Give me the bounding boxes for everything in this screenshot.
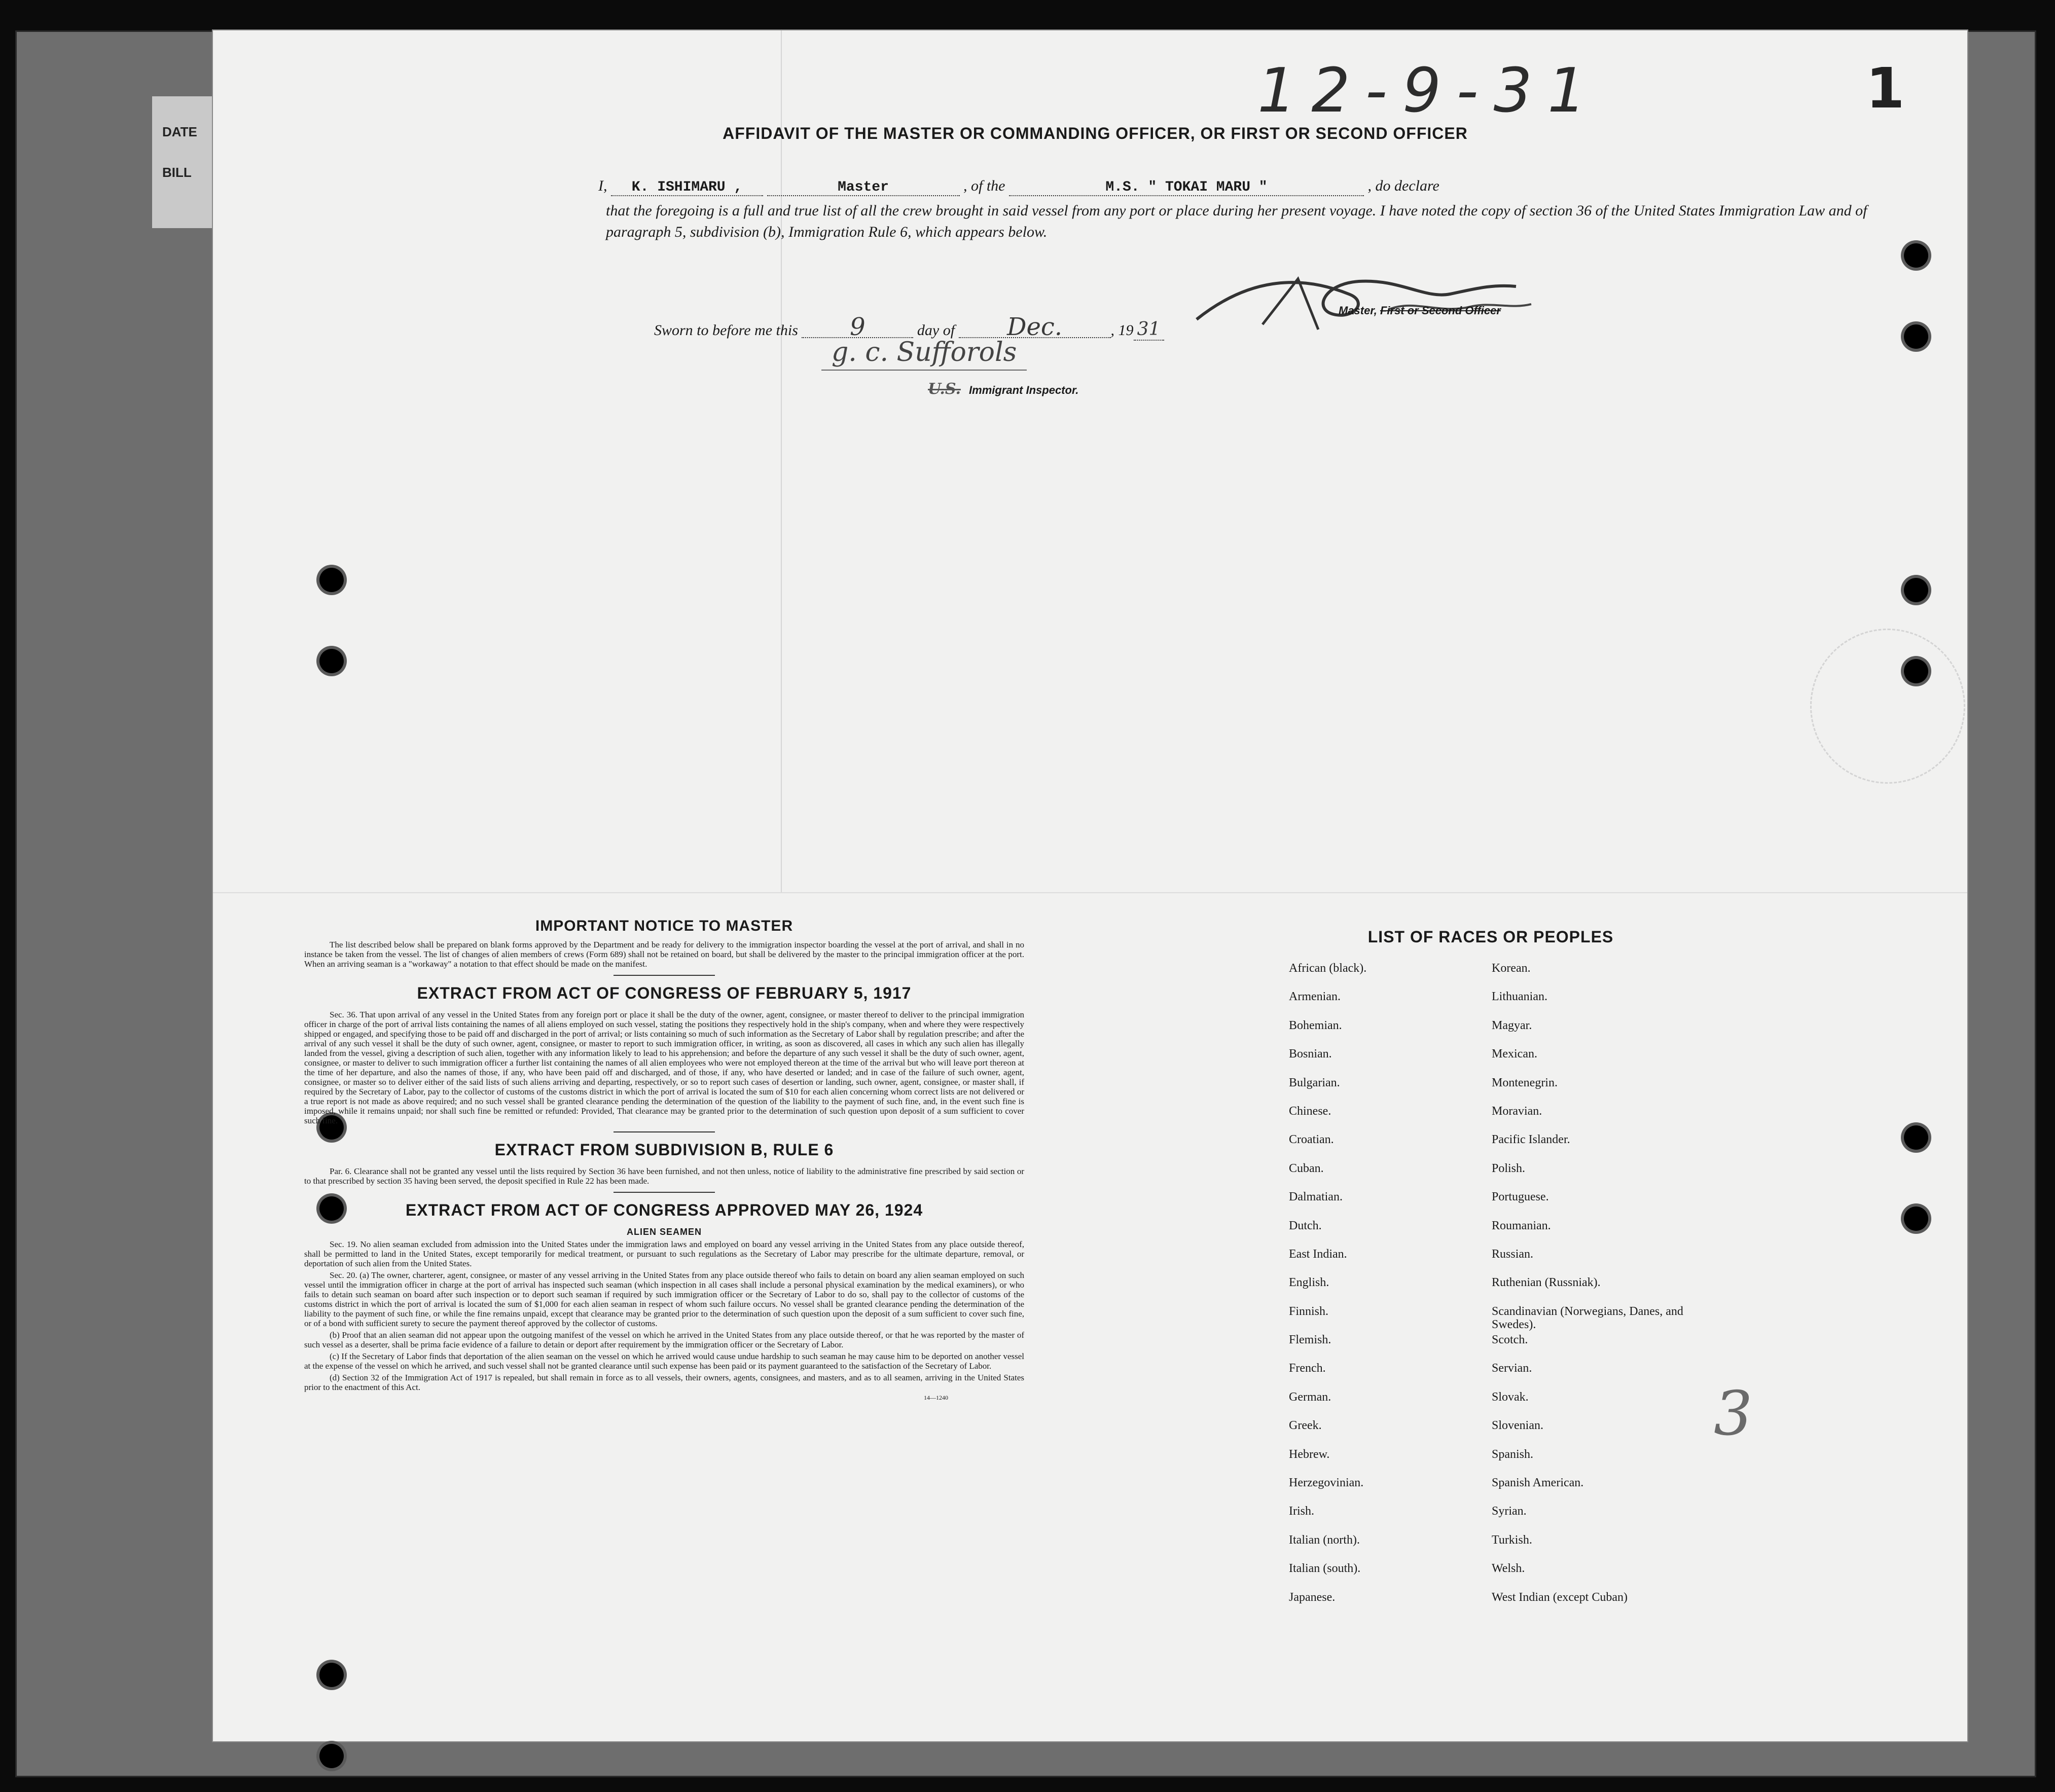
back-tab-label-bill: BILL bbox=[162, 165, 192, 180]
officer-name-field: K. ISHIMARU , bbox=[611, 179, 763, 196]
race-item: English. bbox=[1289, 1276, 1329, 1290]
pronoun: I, bbox=[598, 177, 607, 194]
extract-rule6-title: EXTRACT FROM SUBDIVISION B, RULE 6 bbox=[494, 1141, 834, 1159]
notice-title: IMPORTANT NOTICE TO MASTER bbox=[535, 918, 794, 934]
punch-hole bbox=[1904, 324, 1928, 349]
year-prefix: , 19 bbox=[1110, 322, 1134, 339]
affidavit-title: AFFIDAVIT OF THE MASTER OR COMMANDING OFFICER, OR FIRST OR SECOND OFFICER bbox=[723, 124, 1468, 142]
punch-hole bbox=[1904, 1206, 1928, 1231]
do-declare-label: , do declare bbox=[1367, 177, 1439, 194]
of-the-label: , of the bbox=[963, 177, 1005, 194]
sworn-day: 9 bbox=[802, 317, 913, 338]
race-item: Montenegrin. bbox=[1492, 1076, 1558, 1089]
extract-rule6-text: Par. 6. Clearance shall not be granted any vessel until the lists required by Section 36 have been furnished, and not then unless, notice of liability to the administrative fine prescribed by said section or to that prescribed by section 35 having been served, the deposit specified in Rule 22 has been made. bbox=[304, 1166, 1024, 1186]
signature-role-prefix: Master, bbox=[1339, 304, 1377, 317]
pencil-mark: 3 bbox=[1714, 1379, 1753, 1449]
race-item: Bosnian. bbox=[1289, 1047, 1332, 1061]
section-rule bbox=[614, 1131, 715, 1132]
races-grid bbox=[1283, 962, 1699, 1619]
race-item: Moravian. bbox=[1492, 1104, 1542, 1118]
extract-1917-text: Sec. 36. That upon arrival of any vessel in the United States from any foreign port or place it shall be the duty of the owner, agent, consignee, or master thereof to deliver to the principal immigration officer in charge of the port of arrival lists containing the names of all aliens employed on such vessel, stating the positions they respectively hold in the ship's company, when and where they were respectively shipped or engaged, and specifying those to be paid off and discharged in the port of arrival; or lists containing so much of such information as the Secretary of Labor shall by regulation prescribe; and after the arrival of any such vessel it shall be the duty of such owner, agent, consignee, or master to report to such immigration officer, in writing, as soon as discovered, all cases in which any such alien has illegally landed from the vessel, giving a description of such alien, together with any information likely to lead to his apprehension; and before the departure of any such vessel it shall be the duty of such owner, agent, consignee, or master to deliver to such immigration officer a further list containing the names of all alien employees who were not employed thereon at the time of the arrival but who will leave port thereon at the time of her departure, and also the names of those, if any, who have been paid off and discharged, and of those, if any, who have deserted or landed; and in case of the failure of such owner, agent, consignee, or master so to deliver either of the said lists of such aliens arriving and departing, respectively, or so to report such cases of desertion or landing, such owner, agent, consignee, or master shall, if required by the Secretary of Labor, pay to the collector of customs of the customs district in which the port of arrival is located the sum of $10 for each alien concerning whom correct lists are not delivered or a true report is not made as above required; and no such vessel shall be granted clearance pending the determination of the question of the liability to the payment of such fine, and, in the event such fine is imposed, while it remains unpaid; nor shall such fine be remitted or refunded: Provided, That clearance may be granted prior to the determination of such question upon deposit of a sum sufficient to cover such fine. bbox=[304, 1010, 1024, 1125]
punch-hole bbox=[1904, 243, 1928, 268]
race-item: African (black). bbox=[1289, 962, 1367, 975]
race-item: Polish. bbox=[1492, 1161, 1526, 1175]
vessel-name-field: M.S. " TOKAI MARU " bbox=[1009, 179, 1364, 196]
race-item: German. bbox=[1289, 1390, 1331, 1404]
race-item: Servian. bbox=[1492, 1362, 1532, 1375]
declaration-text: that the foregoing is a full and true list of all the crew brought in said vessel from any port or place during her present voyage. I have noted the copy of section 36 of the United States Immigration Law and of paragraph 5, subdivision (b), Immigration Rule 6, which appears below. bbox=[606, 202, 1867, 240]
sworn-year: 31 bbox=[1134, 319, 1164, 341]
race-item: Hebrew. bbox=[1289, 1447, 1330, 1461]
race-item: West Indian (except Cuban) bbox=[1492, 1590, 1628, 1604]
race-item: Pacific Islander. bbox=[1492, 1133, 1570, 1147]
race-item: Russian. bbox=[1492, 1247, 1534, 1261]
race-item: Scandinavian (Norwegians, Danes, and Swedes). bbox=[1492, 1304, 1683, 1331]
race-item: Slovenian. bbox=[1492, 1419, 1543, 1433]
section-rule bbox=[614, 975, 715, 976]
punch-hole bbox=[1904, 578, 1928, 602]
race-item: Spanish American. bbox=[1492, 1476, 1584, 1490]
punch-hole bbox=[319, 649, 344, 673]
race-item: Portuguese. bbox=[1492, 1190, 1549, 1204]
race-item: Italian (south). bbox=[1289, 1562, 1361, 1576]
race-item: Bohemian. bbox=[1289, 1018, 1342, 1032]
race-item: Turkish. bbox=[1492, 1533, 1532, 1547]
day-of-label: day of bbox=[917, 322, 955, 339]
extract-1924-title: EXTRACT FROM ACT OF CONGRESS APPROVED MAY 26, 1924 bbox=[405, 1201, 923, 1219]
punch-hole bbox=[1904, 1125, 1928, 1150]
punch-hole bbox=[319, 1663, 344, 1687]
races-list bbox=[1283, 928, 1699, 1619]
punch-hole bbox=[319, 568, 344, 592]
race-item: Slovak. bbox=[1492, 1390, 1529, 1404]
race-item: French. bbox=[1289, 1362, 1326, 1375]
sworn-month: Dec. bbox=[959, 317, 1111, 338]
extract-1924-paragraph: (c) If the Secretary of Labor finds that deportation of the alien seaman on the vessel on which he arrived would cause undue hardship to such seaman he may cause him to be deported on another vessel at the expense of the vessel on which he arrived, and such vessel shall not be granted clearance until such expense has been paid or its payment guaranteed to the satisfaction of the Secretary of Labor. bbox=[304, 1351, 1024, 1371]
notice-text: The list described below shall be prepared on blank forms approved by the Department and be ready for delivery to the immigration inspector boarding the vessel at the port of arrival, and shall in no instance be taken from the vessel. The list of changes of alien members of crews (Form 689) shall not be retained on board, but shall be delivered by the master to the principal immigration officer at the port. When an arriving seaman is a "workaway" a notation to that effect should be made on the manifest. bbox=[304, 940, 1024, 969]
extract-1924-paragraph: Sec. 20. (a) The owner, charterer, agent, consignee, or master of any vessel arriving in the United States from any place outside thereof who fails to detain on board any alien seaman employed on such vessel until the immigration officer in charge at the port of arrival has inspected such seaman (which inspection in all cases shall include a personal physical examination by the medical examiners), or who fails to detain such seaman on board after such inspection or to deport such seaman if required by such immigration officer or the Secretary of Labor to do so, shall pay to the collector of customs of the customs district in which the port of arrival is located the sum of $1,000 for each alien seaman in respect of whom such failure occurs. No vessel shall be granted clearance pending the determination of the liability to the payment of such fine, or while the fine remains unpaid, except that clearance may be granted prior to the determination of such question upon the deposit of a sum sufficient to cover such fine, or of a bond with sufficient surety to secure the payment thereof approved by the collector of customs. bbox=[304, 1270, 1024, 1328]
inspector-title: Immigrant Inspector. bbox=[969, 384, 1079, 396]
extract-1924-subtitle: ALIEN SEAMEN bbox=[626, 1227, 702, 1237]
extract-1924-paragraph: Sec. 19. No alien seaman excluded from admission into the United States under the immigration laws and employed on board any vessel arriving in the United States from any place outside thereof, shall be permitted to land in the United States, except temporarily for medical treatment, or pursuant to such regulations as the Secretary of Labor may prescribe for the ultimate departure, removal, or deportation of such alien from the United States. bbox=[304, 1239, 1024, 1268]
race-item: Cuban. bbox=[1289, 1161, 1324, 1175]
extract-1924-paragraph: (d) Section 32 of the Immigration Act of 1917 is repealed, but shall remain in force as to all vessels, their owners, agents, consignees, and masters, and as to all seamen, arriving in the United States prior to the enactment of this Act. bbox=[304, 1373, 1024, 1392]
race-item: Ruthenian (Russniak). bbox=[1492, 1276, 1601, 1290]
signature-role-struck: First or Second Officer bbox=[1380, 304, 1501, 317]
race-item: East Indian. bbox=[1289, 1247, 1347, 1261]
race-item: Flemish. bbox=[1289, 1333, 1331, 1347]
race-item: Magyar. bbox=[1492, 1018, 1532, 1032]
officer-rank-field: Master bbox=[767, 179, 960, 196]
embossed-seal bbox=[1810, 629, 1965, 784]
inspector-label bbox=[928, 380, 1078, 398]
race-item: Croatian. bbox=[1289, 1133, 1334, 1147]
race-item: Scotch. bbox=[1492, 1333, 1528, 1347]
race-item: Finnish. bbox=[1289, 1304, 1329, 1318]
race-item: Japanese. bbox=[1289, 1590, 1336, 1604]
race-item: Dalmatian. bbox=[1289, 1190, 1343, 1204]
race-item: Bulgarian. bbox=[1289, 1076, 1340, 1089]
signature-role-label bbox=[1339, 304, 1501, 317]
extract-1917-title: EXTRACT FROM ACT OF CONGRESS OF FEBRUARY 5, 1917 bbox=[417, 984, 912, 1002]
race-item: Irish. bbox=[1289, 1505, 1314, 1518]
race-item: Spanish. bbox=[1492, 1447, 1534, 1461]
handwritten-page-number: 1 bbox=[1866, 56, 1905, 121]
declaration-line bbox=[598, 177, 1917, 196]
race-item: Lithuanian. bbox=[1492, 990, 1547, 1004]
race-item: Roumanian. bbox=[1492, 1219, 1551, 1232]
sworn-prefix: Sworn to before me this bbox=[654, 322, 798, 339]
race-item: Chinese. bbox=[1289, 1104, 1331, 1118]
handwritten-manifest-number: 12-9-31 bbox=[1257, 56, 1602, 126]
extract-1924-paragraph: (b) Proof that an alien seaman did not appear upon the outgoing manifest of the vessel on which he arrived in the United States from any place outside thereof, or that he was reported by the master of such vessel as a deserter, shall be prima facie evidence of a failure to detain or deport after requirement by the immigration officer or the Secretary of Labor. bbox=[304, 1330, 1024, 1349]
race-item: Italian (north). bbox=[1289, 1533, 1360, 1547]
race-item: Herzegovinian. bbox=[1289, 1476, 1364, 1490]
race-item: Korean. bbox=[1492, 962, 1531, 975]
race-item: Dutch. bbox=[1289, 1219, 1322, 1232]
section-rule bbox=[614, 1192, 715, 1193]
fold-line bbox=[781, 30, 782, 892]
punch-hole bbox=[319, 1744, 344, 1768]
inspector-us: U.S. bbox=[928, 380, 961, 398]
form-number: 14—1240 bbox=[924, 1394, 948, 1401]
inspector-signature: g. c. Sufforols bbox=[821, 337, 1027, 371]
back-tab-label-date: DATE bbox=[162, 124, 197, 139]
race-item: Armenian. bbox=[1289, 990, 1341, 1004]
manifest-page bbox=[213, 30, 1967, 1741]
race-item: Mexican. bbox=[1492, 1047, 1537, 1061]
notice-section bbox=[304, 918, 1024, 1402]
race-item: Welsh. bbox=[1492, 1562, 1525, 1576]
races-title: LIST OF RACES OR PEOPLES bbox=[1367, 928, 1614, 946]
race-item: Greek. bbox=[1289, 1419, 1322, 1433]
fold-line bbox=[213, 892, 1967, 893]
race-item: Syrian. bbox=[1492, 1505, 1527, 1518]
